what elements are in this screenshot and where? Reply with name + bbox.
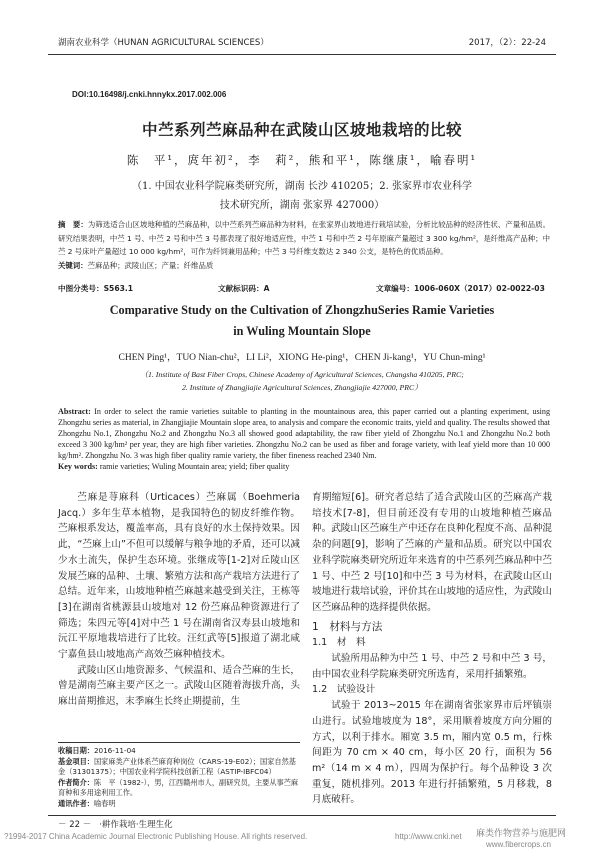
brand-url[interactable]: www.fibercrops.cn [486,840,551,849]
body-paragraph: 试验所用品种为中苎 1 号、中苎 2 号和中苎 3 号，由中国农业科学院麻类研究所选育，采用扦插繁殖。 [312,653,552,680]
subsection-heading: 1.1 材 料 [312,637,366,649]
footnote-rule [58,742,300,743]
page-number: － 22 － ·耕作栽培·生理生化 [58,820,173,830]
body-paragraph: 苎麻是荨麻科（Urticaces）苎麻属（Boehmeria Jacq.）多年生草本植物，是我国特色的韧皮纤维作物。苎麻根系发达，覆盖率高，具有良好的水土保持效果。因此，“苎麻上山”不但可以缓解与粮争地的矛盾，还可以减少水土流失，保护生态环境。张继成等[1-2]对丘陵山区发展苎麻的品种、土壤、繁殖方法和高产栽培方法进行了总结。近年来，山坡地种植苎麻越来越受到关注，王栋等[3]在湖南省桃源县山坡地对 12 份苎麻品种资源进行了筛选；朱四元等[4]对中苎 1 号在湖南省汉寿县山坡地和沅江平原地栽培进行了比较。汪红武等[5]报道了湖北咸宁嘉鱼县山坡地高产高效苎麻种植技术。 [58,492,300,661]
left-column [58,490,300,710]
body-paragraph: 武陵山区山地资源多、气候温和、适合苎麻的生长，曾是湖南苎麻主要产区之一。武陵山区随着海拔升高，头麻出苗期推迟，末季麻生长终止期提前，生 [58,664,300,708]
cn-keywords: 苎麻品种；武陵山区；产量；纤维品质 [87,260,214,270]
header-rule [48,54,556,55]
right-column [312,490,552,808]
issue-info: 2017，（2）：22-24 [468,38,546,48]
journal-header: 湖南农业科学（HUNAN AGRICULTURAL SCIENCES） [58,38,269,48]
cn-authors: 陈 平¹，庹年初²，李 莉²，熊和平¹，陈继康¹，喻春明¹ [126,153,478,167]
cnki-link[interactable]: http://www.cnki.net [395,832,462,841]
en-keywords: ramie varieties; Wuling Mountain area; yield; fiber quality [97,462,290,472]
en-abstract [58,406,550,473]
en-abstract-text: In order to select the ramie varieties suitable to planting in the mountainous area, this paper carried out a planting experiment, using Zhongzhu series as material, in Zhangjiajie Mountain slope area, to analysis and compare the economic traits, yield and quality. The results showed that Zhongzhu No.1, Zhongzhu No.2 and Zhongzhu No.3 all showed good adaptability, the raw fiber yield of Zhongzhu No.1 and Zhongzhu No.2 both exceed 3 300 kg/hm² per year, they are high fiber varieties. Zhongzhu No.2 can be used as fiber and forage variety, with leaf yield more than 10 000 kg/hm². Zhongzhu No. 3 was high fiber quality ramie variety, the fiber fineness reached 2340 Nm. [58,407,551,461]
section-heading: 1 材料与方法 [312,620,383,633]
footnote: 收稿日期：2016-11-04 基金项目：国家麻类产业体系苎麻育种岗位（CARS-19-E02）；国家自然基金（31301375）；中国农业科学院科技创新工程（ASTIP-IBFC04） 作者简介：陈 平（1982-），男，江西赣州市人，副研究员，主要从事苎麻育种和多用途利用工作。 通讯作者：喻春明 [58,746,299,808]
cn-affiliation: （1. 中国农业科学院麻类研究所，湖南 长沙 410205；2. 张家界市农业科学 [132,181,472,192]
doi[interactable]: DOI:10.16498/j.cnki.hnnykx.2017.002.006 [72,90,227,99]
en-abstract-label: Abstract: [58,407,91,416]
article-number: 文章编号：1006-060X（2017）02-0022-03 [376,284,545,293]
cn-affiliation: 技术研究所，湖南 张家界 427000） [219,200,385,211]
cn-keywords-label: 关键词： [58,260,88,270]
cn-abstract [58,218,550,272]
en-keywords-label: Key words: [58,462,98,472]
body-paragraph: 育期缩短[6]。研究者总结了适合武陵山区的苎麻高产栽培技术[7-8]，但目前还没有专用的山坡地种植苎麻品种。武陵山区苎麻生产中还存在良种化程度不高、品种混杂的问题[9]，影响了苎麻的产量和品质。研究以中国农业科学院麻类研究所近年来选育的中苎系列苎麻品种中苎 1 号、中苎 2 号[10]和中苎 3 号为材料，在武陵山区山坡地进行栽培试验，评价其在山坡地的适应性，为武陵山区苎麻品种的选择提供依据。 [312,492,552,613]
brand-watermark: 麻类作物营养与施肥网 [476,828,567,838]
en-affiliation: （1. Institute of Bast Fiber Crops, Chinese Academy of Agricultural Sciences, Changsha 410205, PRC; [140,370,464,379]
subsection-heading: 1.2 试验设计 [312,684,376,696]
cn-abstract-text: 为筛选适合山区坡地种植的苎麻品种，以中苎系列苎麻品种为材料，在张家界山坡地进行栽培试验，分析比较品种的经济性状、产量和品质。研究结果表明，中苎 1 号、中苎 2 号和中苎 3 号都表现了很好地适应性，中苎 1 号和中苎 2 号年原麻产量超过 3 300 kg/hm²，是纤维高产品种；中苎 2 号床叶产量超过 10 000 kg/hm²，可作为纤饲兼用品种；中苎 3 号纤维支数达 2 340 公支，是特色的优质品种。 [58,220,550,257]
body-paragraph: 试验于 2013~2015 年在湖南省张家界市后坪镇崇山进行。试验地坡度为 18°，采用顺着坡度方向分厢的方式，以利于排水。厢宽 3.5 m，厢内宽 0.5 m，行株间距为 70 cm × 40 cm，每小区 20 行，面积为 56 m²（14 m × 4 m），四周为保护行。每个品种设 3 次重复，随机排列。2013 年进行扦插繁殖，5 月移栽，8 月底破秆。 [312,700,552,806]
en-title: Comparative Study on the Cultivation of ZhongzhuSeries Ramie Varieties [109,303,495,317]
en-authors: CHEN Ping¹，TUO Nian-chu²，LI Li²，XIONG He-ping¹，CHEN Ji-kang¹，YU Chun-ming¹ [118,353,486,363]
class-number: 中图分类号：S563.1 [58,284,134,293]
cn-title: 中苎系列苎麻品种在武陵山区坡地栽培的比较 [141,121,462,139]
copyright-watermark: ?1994-2017 China Academic Journal Electronic Publishing House. All rights reserved. [4,832,308,841]
en-affiliation: 2. Institute of Zhangjiajie Agricultural Sciences, Zhangjiajie 427000, PRC） [181,383,423,392]
footer-rule [48,815,556,816]
doc-code: 文献标识码：A [218,284,270,293]
cn-abstract-label: 摘 要： [58,220,88,229]
en-title: in Wuling Mountain Slope [233,324,371,338]
